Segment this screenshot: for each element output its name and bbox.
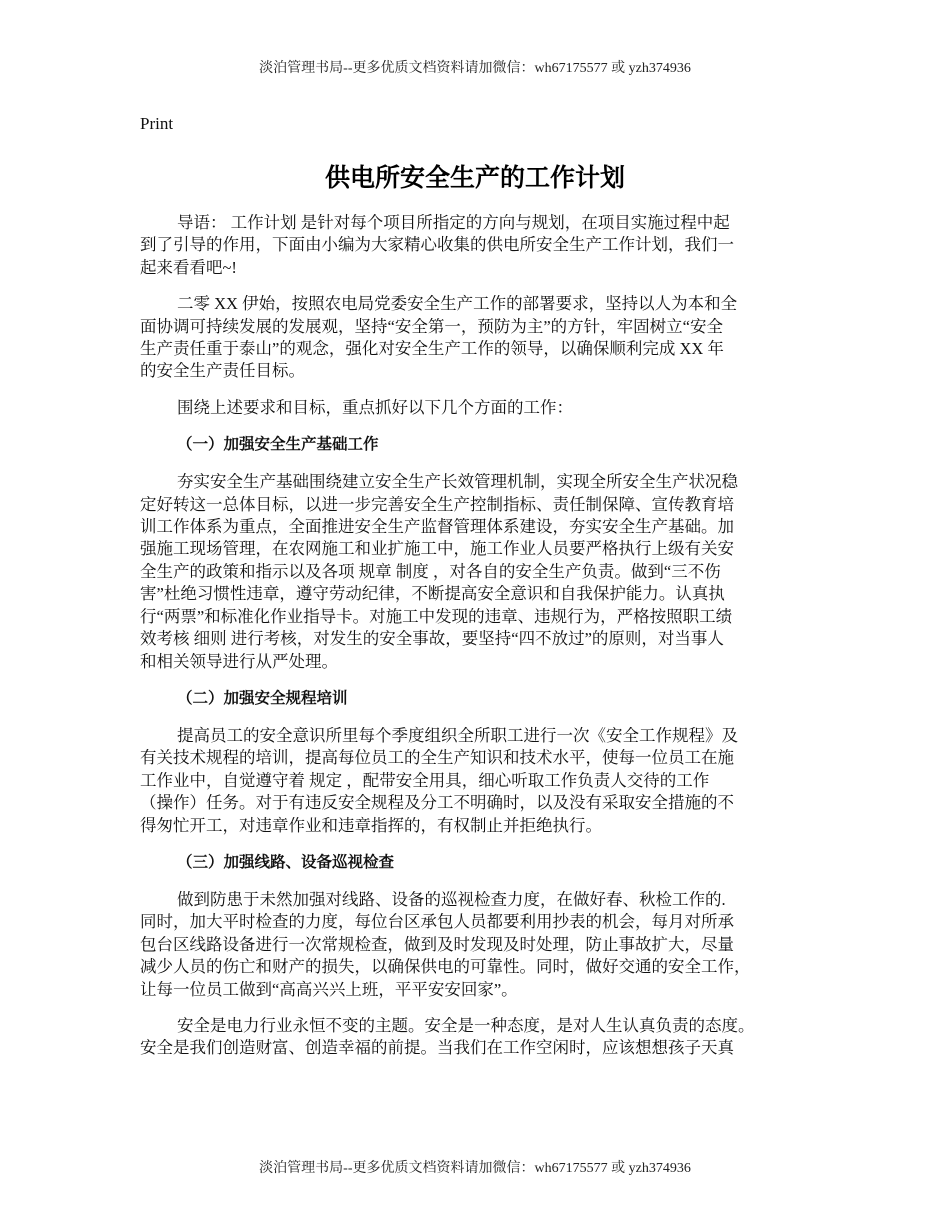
paragraph-line: 包台区线路设备进行一次常规检查，做到及时发现及时处理，防止事故扩大，尽量 [140, 934, 734, 954]
paragraph-line: 全生产的政策和指示以及各项 规章 制度 ，对各自的安全生产负责。做到“三不伤 [140, 561, 721, 581]
paragraph-5 [140, 889, 820, 1001]
section-heading-1: （一）加强安全生产基础工作 [177, 435, 379, 454]
paragraph-line: 强施工现场管理，在农网施工和业扩施工中，施工作业人员要严格执行上级有关安 [140, 539, 734, 559]
paragraph-line: 围绕上述要求和目标，重点抓好以下几个方面的工作： [177, 397, 573, 417]
paragraph-line: 夯实安全生产基础围绕建立安全生产长效管理机制，实现全所安全生产状况稳 [177, 472, 738, 492]
paragraph-line: 同时，加大平时检查的力度，每位台区承包人员都要利用抄表的机会，每月对所承 [140, 912, 734, 932]
section-heading-2: （二）加强安全规程培训 [177, 688, 348, 707]
paragraph-line: 行“两票”和标准化作业指导卡。对施工中发现的违章、违规行为，严格按照职工绩 [140, 606, 733, 626]
paragraph-line: 到了引导的作用，下面由小编为大家精心收集的供电所安全生产工作计划，我们一 [140, 235, 734, 255]
paragraph-line: 生产责任重于泰山”的观念，强化对安全生产工作的领导，以确保顺利完成 XX 年 [140, 339, 724, 359]
paragraph-line: 导语： 工作计划 是针对每个项目所指定的方向与规划，在项目实施过程中起 [177, 213, 730, 232]
paragraph-line: 害”杜绝习惯性违章，遵守劳动纪律，不断提高安全意识和自我保护能力。认真执 [140, 584, 725, 604]
paragraph-2 [140, 397, 820, 419]
print-label: Print [140, 114, 174, 133]
paragraph-line: 训工作体系为重点，全面推进安全生产监督管理体系建设，夯实安全生产基础。加 [140, 517, 734, 537]
paragraph-line: 安全是电力行业永恒不变的主题。安全是一种态度，是对人生认真负责的态度。 [177, 1015, 755, 1035]
paragraph-line: 起来看看吧~! [140, 257, 237, 277]
paragraph-line: 得匆忙开工，对违章作业和违章指挥的，有权制止并拒绝执行。 [140, 815, 602, 835]
paragraph-line: 做到防患于未然加强对线路、设备的巡视检查力度，在做好春、秋检工作的. [177, 889, 726, 909]
intro-paragraph [140, 212, 820, 279]
document-body [140, 212, 820, 1074]
paragraph-line: 提高员工的安全意识所里每个季度组织全所职工进行一次《安全工作规程》及 [177, 725, 738, 745]
document-title: 供电所安全生产的工作计划 [324, 163, 625, 192]
paragraph-line: 定好转这一总体目标，以进一步完善安全生产控制指标、责任制保障、宣传教育培 [140, 494, 734, 514]
paragraph-line: 工作业中，自觉遵守着 规定 ，配带安全用具，细心听取工作负责人交待的工作 [140, 770, 710, 790]
paragraph-line: 有关技术规程的培训，提高每位员工的全生产知识和技术水平，使每一位员工在施 [140, 748, 734, 768]
section-heading-3: （三）加强线路、设备巡视检查 [177, 852, 395, 871]
page-footer: 淡泊管理书局--更多优质文档资料请加微信：wh67175577 或 yzh374936 [259, 1161, 691, 1176]
paragraph-line: 的安全生产责任目标。 [140, 361, 305, 381]
paragraph-1 [140, 293, 820, 383]
paragraph-line: 让每一位员工做到“高高兴兴上班，平平安安回家”。 [140, 979, 518, 999]
page-header: 淡泊管理书局--更多优质文档资料请加微信：wh67175577 或 yzh374936 [259, 61, 691, 76]
paragraph-line: （操作）任务。对于有违反安全规程及分工不明确时，以及没有采取安全措施的不 [140, 793, 734, 813]
paragraph-line: 和相关领导进行从严处理。 [140, 651, 338, 671]
paragraph-line: 二零 XX 伊始，按照农电局党委安全生产工作的部署要求，坚持以人为本和全 [177, 294, 738, 314]
paragraph-line: 效考核 细则 进行考核，对发生的安全事故，要坚持“四不放过”的原则，对当事人 [140, 629, 724, 649]
paragraph-6 [140, 1015, 820, 1060]
paragraph-3 [140, 471, 820, 673]
paragraph-line: 面协调可持续发展的发展观，坚持“安全第一，预防为主”的方针，牢固树立“安全 [140, 316, 723, 336]
paragraph-4 [140, 725, 820, 837]
paragraph-line: 安全是我们创造财富、创造幸福的前提。当我们在工作空闲时，应该想想孩子天真 [140, 1038, 734, 1058]
paragraph-line: 减少人员的伤亡和财产的损失，以确保供电的可靠性。同时，做好交通的安全工作， [140, 957, 751, 977]
